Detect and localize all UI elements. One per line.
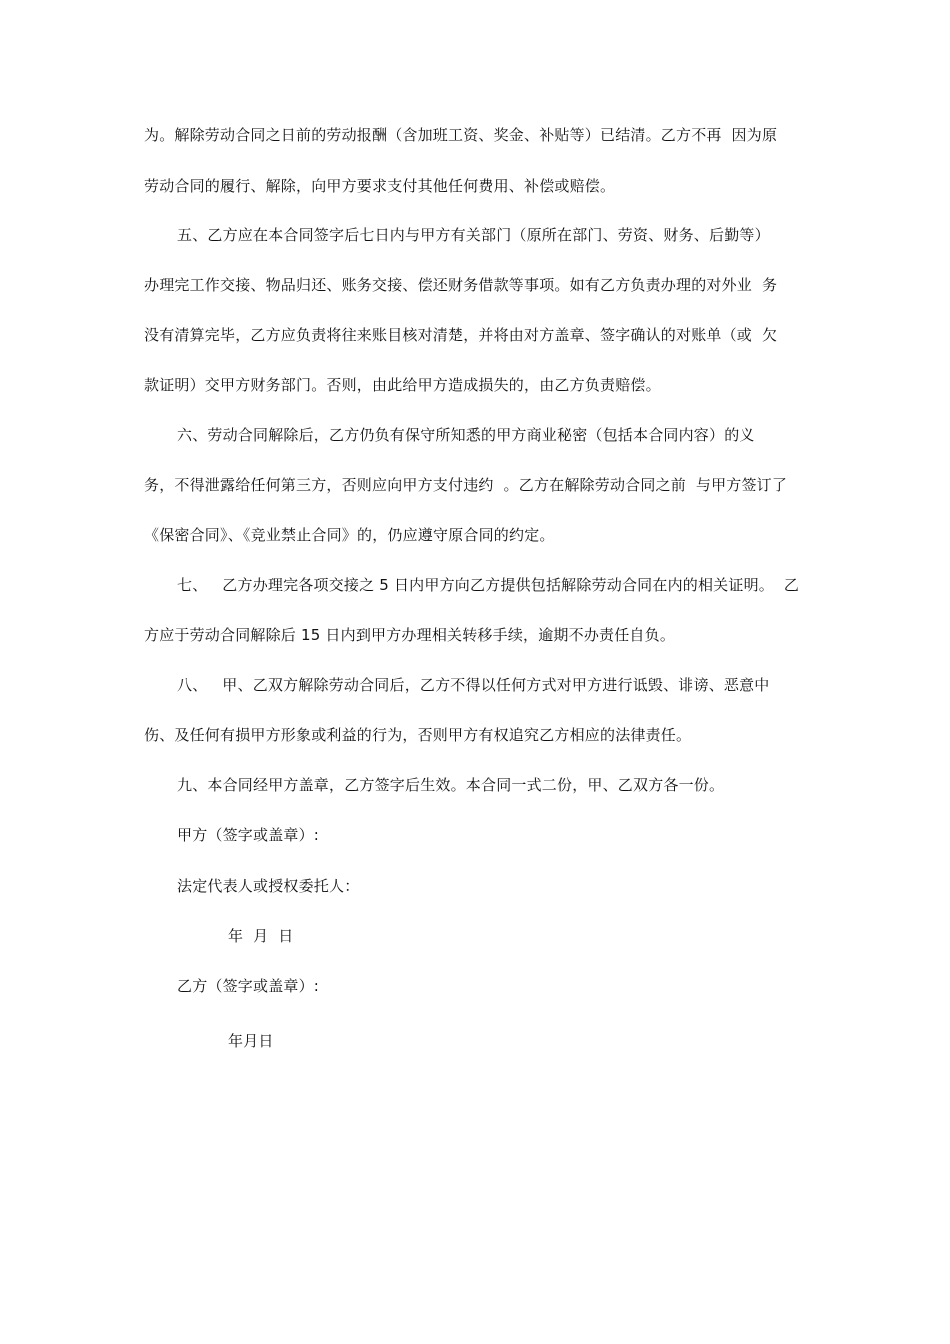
clause-five-line: 五、乙方应在本合同签字后七日内与甲方有关部门（原所在部门、劳资、财务、后勤等） [177, 226, 770, 244]
paragraph-line: 款证明）交甲方财务部门。否则，由此给甲方造成损失的，由乙方负责赔偿。 [144, 376, 661, 394]
clause-seven-line: 七、 乙方办理完各项交接之 5 日内甲方向乙方提供包括解除劳动合同在内的相关证明。 乙 [177, 576, 800, 594]
representative-signature-label: 法定代表人或授权委托人： [177, 877, 360, 895]
party-b-signature-label: 乙方（签字或盖章）: [177, 977, 320, 995]
paragraph-line: 伤、及任何有损甲方形象或利益的行为，否则甲方有权追究乙方相应的法律责任。 [144, 726, 692, 744]
party-a-signature-label: 甲方（签字或盖章）: [177, 826, 320, 844]
paragraph-line: 务，不得泄露给任何第三方，否则应向甲方支付违约 。乙方在解除劳动合同之前 与甲方签订了 [144, 476, 788, 494]
clause-eight-line: 八、 甲、乙双方解除劳动合同后，乙方不得以任何方式对甲方进行诋毁、诽谤、恶意中 [177, 676, 770, 694]
clause-six-line: 六、劳动合同解除后，乙方仍负有保守所知悉的甲方商业秘密（包括本合同内容）的义 [177, 426, 755, 444]
paragraph-line: 为。解除劳动合同之日前的劳动报酬（含加班工资、奖金、补贴等）已结清。乙方不再 因为原 [144, 126, 778, 144]
paragraph-line: 劳动合同的履行、解除，向甲方要求支付其他任何费用、补偿或赔偿。 [144, 177, 616, 195]
party-a-date-label: 年 月 日 [228, 927, 294, 945]
paragraph-line: 没有清算完毕，乙方应负责将往来账目核对清楚，并将由对方盖章、签字确认的对账单（或 欠 [144, 326, 778, 344]
paragraph-line: 办理完工作交接、物品归还、账务交接、偿还财务借款等事项。如有乙方负责办理的对外业 务 [144, 276, 778, 294]
party-b-date-label: 年月日 [228, 1032, 274, 1050]
paragraph-line: 《保密合同》、《竞业禁止合同》的，仍应遵守原合同的约定。 [144, 526, 555, 544]
clause-nine-line: 九、本合同经甲方盖章，乙方签字后生效。本合同一式二份，甲、乙双方各一份。 [177, 776, 725, 794]
paragraph-line: 方应于劳动合同解除后 15 日内到甲方办理相关转移手续，逾期不办责任自负。 [144, 626, 676, 644]
